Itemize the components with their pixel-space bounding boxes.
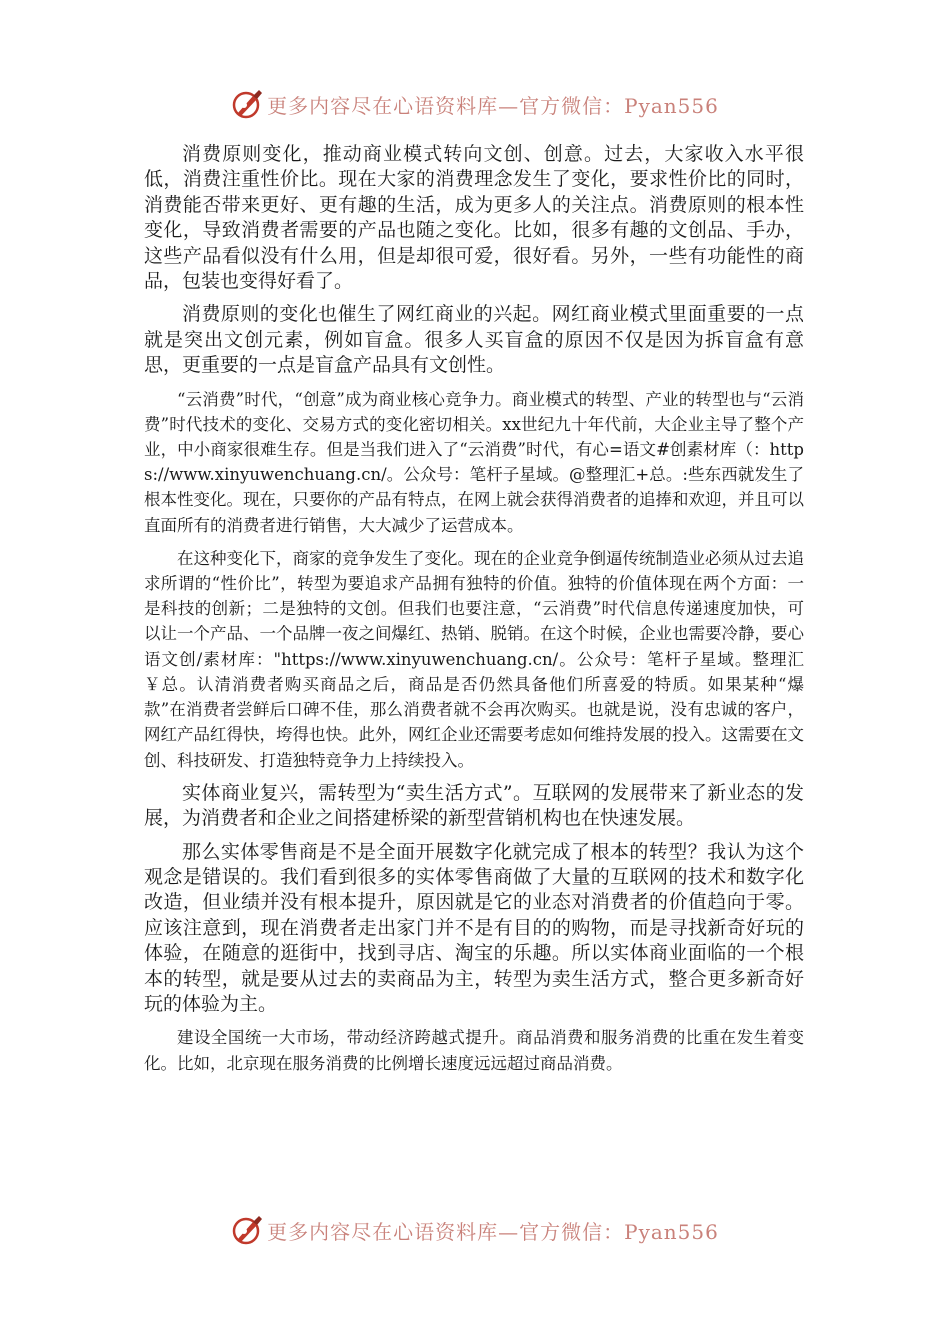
paragraph-5: 实体商业复兴，需转型为“卖生活方式”。互联网的发展带来了新业态的发展，为消费者和企业之间搭建桥梁的新型营销机构也在快速发展。 [144,781,804,830]
paragraph-3: “云消费”时代，“创意”成为商业核心竞争力。商业模式的转型、产业的转型也与“云消费”时代技术的变化、交易方式的变化密切相关。xx世纪九十年代前，大企业主导了整个产业，中小商家很难生存。但是当我们进入了“云消费”时代，有心=语文#创素材库（：https://www.xinyuwenchuang.cn/。公众号：笔杆子星域。@整理汇+总。:些东西就发生了根本性变化。现在，只要你的产品有特点，在网上就会获得消费者的追捧和欢迎，并且可以直面所有的消费者进行销售，大大减少了运营成本。 [144,389,804,535]
pen-logo-icon [231,87,265,121]
paragraph-6: 那么实体零售商是不是全面开展数字化就完成了根本的转型？我认为这个观念是错误的。我们看到很多的实体零售商做了大量的互联网的技术和数字化改造，但业绩并没有根本提升，原因就是它的业态对消费者的价值趋向于零。应该注意到，现在消费者走出家门并不是有目的的购物，而是寻找新奇好玩的体验，在随意的逛街中，找到寻店、淘宝的乐趣。所以实体商业面临的一个根本的转型，就是要从过去的卖商品为主，转型为卖生活方式，整合更多新奇好玩的体验为主。 [144,840,804,1015]
footer-banner [0,1210,950,1250]
header-banner [0,84,950,124]
paragraph-7: 建设全国统一大市场，带动经济跨越式提升。商品消费和服务消费的比重在发生着变化。比如，北京现在服务消费的比例增长速度远远超过商品消费。 [144,1028,804,1073]
paragraph-1: 消费原则变化，推动商业模式转向文创、创意。过去，大家收入水平很低，消费注重性价比。现在大家的消费理念发生了变化，要求性价比的同时，消费能否带来更好、更有趣的生活，成为更多人的关注点。消费原则的根本性变化，导致消费者需要的产品也随之变化。比如，很多有趣的文创品、手办，这些产品看似没有什么用，但是却很可爱，很好看。另外，一些有功能性的商品，包装也变得好看了。 [144,143,804,293]
document-body [144,142,804,1084]
pen-logo-icon [231,1213,265,1247]
header-banner-text: 更多内容尽在心语资料库—官方微信：Pyan556 [267,93,719,118]
paragraph-2: 消费原则的变化也催生了网红商业的兴起。网红商业模式里面重要的一点就是突出文创元素，例如盲盒。很多人买盲盒的原因不仅是因为拆盲盒有意思，更重要的一点是盲盒产品具有文创性。 [144,303,804,377]
paragraph-4: 在这种变化下，商家的竞争发生了变化。现在的企业竞争倒逼传统制造业必须从过去追求所谓的“性价比”，转型为要追求产品拥有独特的价值。独特的价值体现在两个方面：一是科技的创新；二是独特的文创。但我们也要注意，“云消费”时代信息传递速度加快，可以让一个产品、一个品牌一夜之间爆红、热销、脱销。在这个时候，企业也需要冷静，要心语文创/素材库："https://www.xinyuwenchuang.cn/。公众号：笔杆子星域。整理汇￥总。认清消费者购买商品之后，商品是否仍然具备他们所喜爱的特质。如果某种“爆款”在消费者尝鲜后口碑不佳，那么消费者就不会再次购买。也就是说，没有忠诚的客户，网红产品红得快，垮得也快。此外，网红企业还需要考虑如何维持发展的投入。这需要在文创、科技研发、打造独特竞争力上持续投入。 [144,548,804,770]
footer-banner-text: 更多内容尽在心语资料库—官方微信：Pyan556 [267,1219,719,1244]
